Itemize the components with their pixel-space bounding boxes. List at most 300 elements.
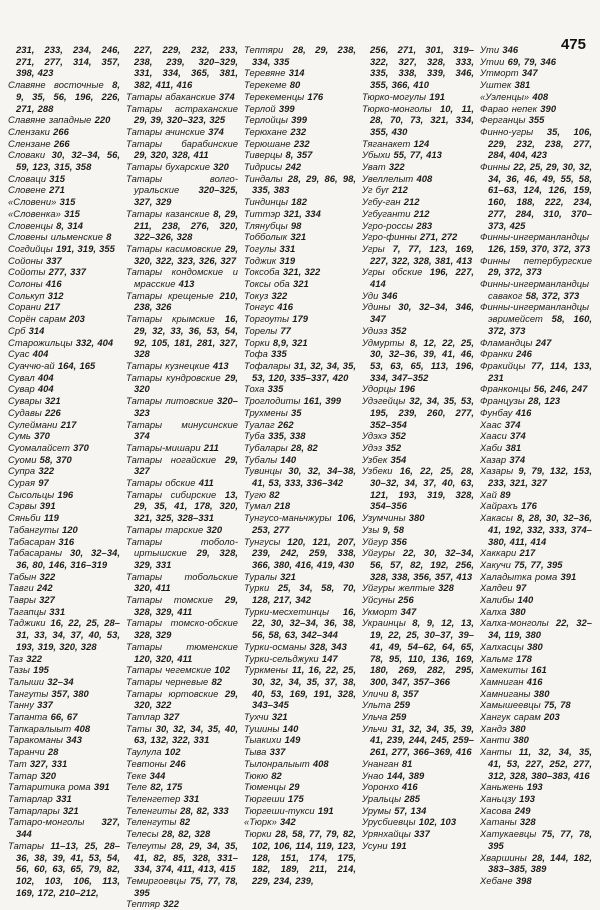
index-entry [480, 606, 592, 618]
entry-pages: 175 [287, 793, 304, 804]
index-entry [362, 290, 474, 302]
index-entry [480, 79, 592, 91]
entry-name: Теленгиты [126, 804, 177, 816]
entry-name: Хаби [480, 441, 503, 453]
entry-pages: 210, 238, 326 [134, 289, 238, 313]
index-entry [362, 184, 474, 196]
index-entry [8, 395, 120, 407]
entry-pages: 391 [39, 500, 56, 512]
index-entry [480, 793, 592, 805]
entry-pages: 196 [57, 488, 74, 500]
index-entry [362, 138, 474, 150]
entry-name: Ханти [480, 734, 510, 746]
index-entry [8, 173, 120, 185]
index-entry [244, 641, 356, 653]
entry-pages: 8, 9, 12, 13, 19, 22, 25, 30–37, 39–41, 49, 54–62, 64, 65, 78, 95, 110, 136, 169, 180, 269, 282, 295, 300, 347, 357–366 [370, 617, 475, 687]
entry-name: Финны-ингерманландцы [480, 231, 590, 243]
entry-pages: 140 [280, 453, 297, 465]
entry-name: Турки-месхетинцы [244, 605, 330, 617]
index-entry [480, 454, 592, 466]
entry-name: Тофа [244, 348, 268, 360]
entry-name: «Уэленцы» [480, 90, 530, 102]
entry-pages: 322 [388, 161, 405, 173]
index-entry [8, 547, 120, 570]
index-entry [362, 149, 474, 161]
entry-pages: 262 [277, 418, 294, 430]
index-entry [362, 711, 474, 723]
index-entry [126, 770, 238, 782]
index-column-2 [126, 44, 238, 910]
entry-pages: 352 [390, 430, 406, 442]
index-entry [362, 383, 474, 395]
entry-name: Согдийцы [8, 242, 53, 254]
entry-name: Хатаны [480, 816, 517, 828]
entry-name: Тылонралыыт [244, 757, 310, 769]
entry-pages: 97 [515, 582, 527, 594]
index-entry [8, 594, 120, 606]
index-entry [244, 103, 356, 115]
entry-name: Тюрки [244, 828, 272, 840]
entry-name: Терекеме [244, 79, 287, 91]
entry-name: Тазы [8, 664, 30, 676]
entry-pages: 120, 121, 207, 239, 242, 259, 338, 366, 380, 416, 419, 430 [252, 535, 356, 570]
index-entry [480, 430, 592, 442]
entry-pages: 217 [44, 301, 61, 313]
entry-name: Тяганакет [362, 137, 411, 149]
entry-name: Торелы [244, 324, 278, 336]
index-entry [8, 220, 120, 232]
entry-pages: 82, 175 [150, 781, 183, 793]
entry-pages: 212 [392, 184, 408, 196]
entry-name: Утморт [480, 67, 519, 79]
entry-pages: 337 [269, 746, 286, 758]
entry-name: Тюргеши-тукси [244, 804, 315, 816]
index-entry [480, 278, 592, 301]
entry-pages: 29, 328, 329, 331 [134, 547, 238, 570]
entry-name: Татаро-монголы [8, 816, 85, 828]
index-entry [8, 313, 120, 325]
entry-pages: 331 [55, 793, 72, 804]
index-column-1 [8, 44, 120, 910]
index-entry [480, 465, 592, 488]
index-entry [8, 746, 120, 758]
entry-name: Табасараны [8, 547, 63, 559]
index-entry [362, 103, 474, 138]
entry-name: Тептяр [126, 898, 161, 910]
index-entry [244, 653, 356, 665]
index-entry [126, 840, 238, 875]
index-entry [244, 161, 356, 173]
index-entry [8, 231, 120, 243]
entry-pages: 346 [502, 44, 519, 55]
entry-name: Украинцы [362, 617, 406, 629]
entry-pages: 352 [385, 441, 402, 453]
index-entry [244, 582, 356, 605]
entry-pages: 232 [293, 137, 310, 149]
index-entry [480, 383, 592, 395]
entry-name: Токсы оба [244, 278, 290, 290]
entry-pages: 147 [321, 652, 338, 664]
entry-name: Теревяне [244, 67, 286, 79]
entry-name: Татары тобольские [126, 570, 238, 582]
entry-name: Тагапцы [8, 605, 47, 617]
entry-name: Терекеменцы [244, 90, 305, 102]
index-entry [126, 641, 238, 664]
index-entry [244, 44, 356, 67]
entry-pages: 119 [43, 512, 59, 524]
entry-pages: 321 [44, 395, 61, 407]
entry-name: Татары обские [126, 477, 196, 489]
entry-pages: 247 [535, 336, 552, 348]
entry-name: Уди [362, 289, 379, 301]
index-entry [362, 512, 474, 524]
entry-pages: 178 [516, 652, 532, 664]
index-entry [362, 805, 474, 817]
entry-pages: 277, 337 [48, 266, 86, 278]
entry-name: Туалаг [244, 418, 275, 430]
index-entry [480, 723, 592, 735]
entry-pages: 22, 30, 32–34, 56, 57, 82, 192, 256, 328, 338, 356, 357, 413 [370, 547, 474, 582]
entry-name: Турки-сельджуки [244, 652, 319, 664]
entry-pages: 29, 327 [134, 453, 238, 477]
entry-name: Хакучи [480, 558, 511, 570]
index-entry [362, 454, 474, 466]
entry-pages: 77 [280, 324, 291, 336]
entry-pages: 8, 357 [285, 149, 313, 161]
index-entry [126, 746, 238, 758]
entry-name: Сойоны [8, 254, 43, 266]
index-entry [126, 173, 238, 208]
index-entry [362, 91, 474, 103]
index-entry [244, 395, 356, 407]
entry-name: Татарлары [8, 804, 60, 816]
entry-name: Фракийцы [480, 359, 526, 371]
entry-pages: 380 [513, 734, 529, 746]
entry-pages: 315 [59, 196, 76, 208]
index-entry [8, 758, 120, 770]
index-column-4 [362, 44, 474, 910]
entry-pages: 29, 320, 322, 323, 326, 327 [134, 242, 238, 266]
index-entry [126, 793, 238, 805]
entry-pages: 75, 77, 78, 395 [134, 874, 238, 898]
entry-name: Тлянубцы [244, 219, 288, 231]
index-entry [8, 664, 120, 676]
entry-pages: 7, 77, 123, 169, 227, 322, 328, 381, 413 [370, 242, 475, 266]
index-entry [244, 500, 356, 512]
entry-name: Сумь [8, 430, 31, 442]
entry-pages: 391 [560, 570, 577, 582]
index-entry [8, 500, 120, 512]
entry-pages: 416 [515, 406, 532, 418]
index-entry [362, 301, 474, 324]
entry-name: Теленгуты [126, 816, 177, 828]
entry-pages: 29, 320 [134, 371, 238, 395]
index-entry [480, 407, 592, 419]
index-entry [8, 793, 120, 805]
index-entry [244, 325, 356, 337]
entry-name: Татаритика рома [8, 781, 91, 793]
entry-pages: 75, 77, 78, 395 [488, 828, 593, 851]
entry-pages: 374 [218, 90, 235, 102]
entry-pages: 352 [390, 324, 407, 336]
entry-name: Уральцы [362, 793, 402, 804]
entry-pages: 144, 389 [386, 769, 425, 781]
index-entry [362, 465, 474, 512]
entry-pages: 337 [37, 699, 53, 711]
entry-pages: 320–325, 327, 329 [134, 184, 238, 208]
index-entry [8, 149, 120, 172]
entry-pages: 30, 32–34, 36, 80, 146, 316–319 [16, 547, 121, 570]
entry-pages: 271 [49, 184, 65, 196]
index-entry [244, 243, 356, 255]
index-entry [126, 313, 238, 360]
entry-pages: 29, 372, 373 [488, 266, 542, 278]
entry-name: Токуз [244, 289, 269, 301]
entry-name: Татары томские [126, 594, 213, 606]
entry-name: Тюргеши [244, 793, 285, 804]
entry-pages: 8, 357 [391, 687, 419, 699]
index-entry [126, 91, 238, 103]
entry-name: Татары литовские [126, 395, 214, 407]
entry-name: Финны-ингерманландцы саваког [480, 278, 590, 301]
index-entry [8, 290, 120, 302]
index-entry [244, 454, 356, 466]
entry-name: Хай [480, 488, 497, 500]
index-entry [244, 664, 356, 711]
entry-pages: 328, 329 [134, 629, 172, 641]
index-entry [8, 266, 120, 278]
entry-name: Тофалары [244, 359, 291, 371]
entry-name: Тюменцы [244, 781, 286, 793]
entry-pages: 331 [183, 793, 200, 804]
entry-pages: 193 [526, 781, 543, 793]
index-entry [8, 255, 120, 267]
entry-name: Татары юртовские [126, 687, 219, 699]
entry-name: Унанган [362, 757, 399, 769]
entry-name: Токсоба [244, 266, 280, 278]
entry-pages: 399 [291, 114, 307, 126]
entry-pages: 416 [45, 278, 62, 290]
entry-name: Сурая [8, 477, 36, 489]
entry-pages: 337 [414, 828, 430, 840]
entry-pages: 30, 32–34, 346, 347 [370, 301, 475, 325]
entry-pages: 399 [278, 102, 295, 114]
entry-name: Татары кундровские [126, 371, 221, 383]
entry-name: Таз [8, 652, 24, 664]
entry-pages: 28, 29, 34, 35, 41, 82, 85, 328, 331–334, 374, 411, 413, 415 [134, 839, 238, 875]
entry-name: Татары-мишари [126, 441, 201, 453]
index-entry [480, 91, 592, 103]
entry-name: Татары ногайские [126, 453, 217, 465]
entry-pages: 164, 165 [57, 359, 96, 371]
index-entry [8, 126, 120, 138]
entry-name: Убыхи [362, 149, 391, 161]
index-entry [244, 746, 356, 758]
entry-name: Тонгус [244, 301, 275, 313]
index-entry [8, 114, 120, 126]
index-entry [126, 208, 238, 243]
entry-name: Тугю [244, 488, 266, 500]
entry-name: Татары кузнецкие [126, 359, 210, 371]
entry-pages: 246 [516, 348, 532, 360]
entry-name: Тапанта [8, 711, 48, 723]
entry-pages: 16, 22, 30, 32–34, 36, 38, 56, 58, 63, 342–344 [252, 605, 356, 641]
entry-pages: 217 [60, 418, 77, 430]
entry-pages: 256 [398, 594, 414, 606]
index-entry [362, 196, 474, 208]
entry-pages: 316 [58, 535, 75, 547]
index-entry [244, 91, 356, 103]
index-entry [480, 301, 592, 336]
entry-pages: 315 [49, 172, 66, 184]
index-entry [480, 734, 592, 746]
entry-pages: 370 [73, 441, 89, 453]
entry-name: Туркмены [244, 664, 288, 676]
entry-name: Тиверцы [244, 149, 283, 161]
index-entry [362, 325, 474, 337]
entry-pages: 315 [64, 207, 80, 219]
entry-name: Халадытка рома [480, 570, 558, 582]
index-entry [126, 781, 238, 793]
entry-pages: 327, 331 [29, 757, 68, 769]
entry-name: Удэхэ [362, 430, 387, 442]
index-entry [244, 173, 356, 196]
index-entry [126, 454, 238, 477]
entry-name: Франки [480, 348, 513, 360]
entry-pages: 370 [34, 430, 50, 442]
entry-pages: 29, 39, 320–323, 325 [134, 114, 226, 126]
index-entry [244, 114, 356, 126]
entry-pages: 319 [279, 254, 296, 266]
index-entry [244, 196, 356, 208]
index-entry [126, 266, 238, 289]
index-entry [480, 360, 592, 383]
entry-pages: 321 [62, 804, 79, 816]
entry-pages: 66, 67 [50, 711, 78, 723]
entry-name: Татары крещеные [126, 289, 214, 301]
entry-name: Финно-угры [480, 125, 534, 137]
entry-pages: 28, 29, 86, 98, 335, 383 [252, 172, 357, 196]
index-entry [244, 231, 356, 243]
entry-pages: 31, 32, 34, 35, 53, 120, 335–337, 420 [252, 359, 356, 383]
entry-name: Ханты [480, 746, 512, 758]
entry-name: Терюшане [244, 137, 291, 149]
entry-pages: 271, 272 [419, 231, 458, 243]
entry-name: Татары казанские [126, 207, 210, 219]
index-column-3 [244, 44, 356, 910]
index-entry [244, 816, 356, 828]
index-entry [480, 664, 592, 676]
entry-pages: 380 [526, 640, 543, 652]
entry-name: Унао [362, 769, 384, 781]
entry-name: Словаки [8, 149, 46, 161]
entry-name: Хваршины [480, 851, 527, 863]
entry-pages: 203 [543, 711, 560, 723]
index-entry [244, 758, 356, 770]
entry-pages: 82 [271, 769, 282, 781]
entry-pages: 335, 338 [268, 430, 306, 442]
entry-name: Халдеи [480, 582, 513, 594]
index-entry [480, 828, 592, 851]
entry-name: Французы [480, 395, 525, 407]
entry-pages: 380 [408, 512, 425, 524]
entry-pages: 140 [282, 722, 299, 734]
entry-name: Тиндинцы [244, 196, 289, 208]
index-entry [480, 559, 592, 571]
entry-pages: 314 [288, 67, 305, 79]
entry-name: Табын [8, 570, 37, 582]
entry-pages: 8, 12, 22, 25, 30, 32–36, 39, 41, 46, 53, 63, 65, 113, 196, 334, 347–352 [370, 336, 474, 383]
index-entry [8, 770, 120, 782]
entry-pages: 176 [521, 500, 537, 512]
entry-pages: 29, 328, 329, 411 [134, 594, 238, 617]
index-entry [480, 676, 592, 688]
entry-pages: 32–34 [47, 675, 74, 687]
entry-name: Тат [8, 757, 27, 769]
index-entry [362, 395, 474, 430]
entry-name: Угбу-ган [362, 196, 401, 208]
entry-name: Угры обские [362, 266, 423, 278]
entry-pages: 242 [36, 582, 53, 594]
entry-name: Уштек [480, 79, 512, 91]
entry-pages: 211 [203, 441, 219, 453]
entry-pages: 196 [399, 383, 416, 395]
entry-pages: 328, 343 [309, 640, 347, 652]
entry-name: Ути [480, 44, 500, 55]
entry-name: Тогулы [244, 242, 277, 254]
entry-name: Татар [8, 769, 38, 781]
entry-pages: 408 [312, 757, 329, 769]
entry-name: Уличи [362, 687, 389, 699]
entry-pages: 82 [211, 675, 222, 687]
entry-name: Татарлар [8, 793, 53, 804]
entry-name: Усуни [362, 839, 388, 851]
entry-pages: 29, 320, 322 [134, 687, 238, 711]
index-entry [8, 617, 120, 652]
index-entry [8, 419, 120, 431]
entry-name: Солькуп [8, 289, 45, 301]
entry-pages: 16, 22, 25, 28–31, 33, 34, 37, 40, 53, 193, 319, 320, 328 [16, 617, 121, 652]
index-entry [8, 734, 120, 746]
entry-pages: 11–13, 25, 28–36, 38, 39, 41, 53, 54, 56, 60, 63, 65, 79, 82, 102, 103, 106, 113, 169, 172, 210–212, [16, 839, 121, 898]
entry-pages: 408 [416, 172, 433, 184]
entry-pages: 346 [381, 289, 398, 301]
entry-pages: 321 [271, 711, 288, 723]
entry-name: Татары бухарские [126, 161, 210, 173]
entry-name: Уйгуры желтые [362, 582, 435, 594]
entry-name: Тангуты [8, 687, 49, 699]
index-entry [8, 184, 120, 196]
index-entry [480, 500, 592, 512]
entry-name: Угро-финны [362, 231, 417, 243]
entry-pages: 191 [317, 804, 334, 816]
entry-pages: 322 [39, 570, 56, 582]
entry-pages: 30, 32, 34, 35, 40, 63, 132, 322, 331 [134, 722, 239, 746]
index-entry [244, 220, 356, 232]
index-entry [362, 606, 474, 618]
index-entry [244, 266, 356, 278]
entry-pages: 374 [208, 125, 224, 137]
index-entry [362, 723, 474, 758]
index-entry [480, 419, 592, 431]
entry-pages: 69, 79, 346 [507, 55, 557, 67]
index-entry [244, 67, 356, 79]
entry-name: Угро-россы [362, 219, 414, 231]
index-entry [362, 828, 474, 840]
entry-name: Ульча [362, 711, 388, 723]
entry-name: Удиэз [362, 324, 388, 336]
entry-name: Сувары [8, 395, 42, 407]
